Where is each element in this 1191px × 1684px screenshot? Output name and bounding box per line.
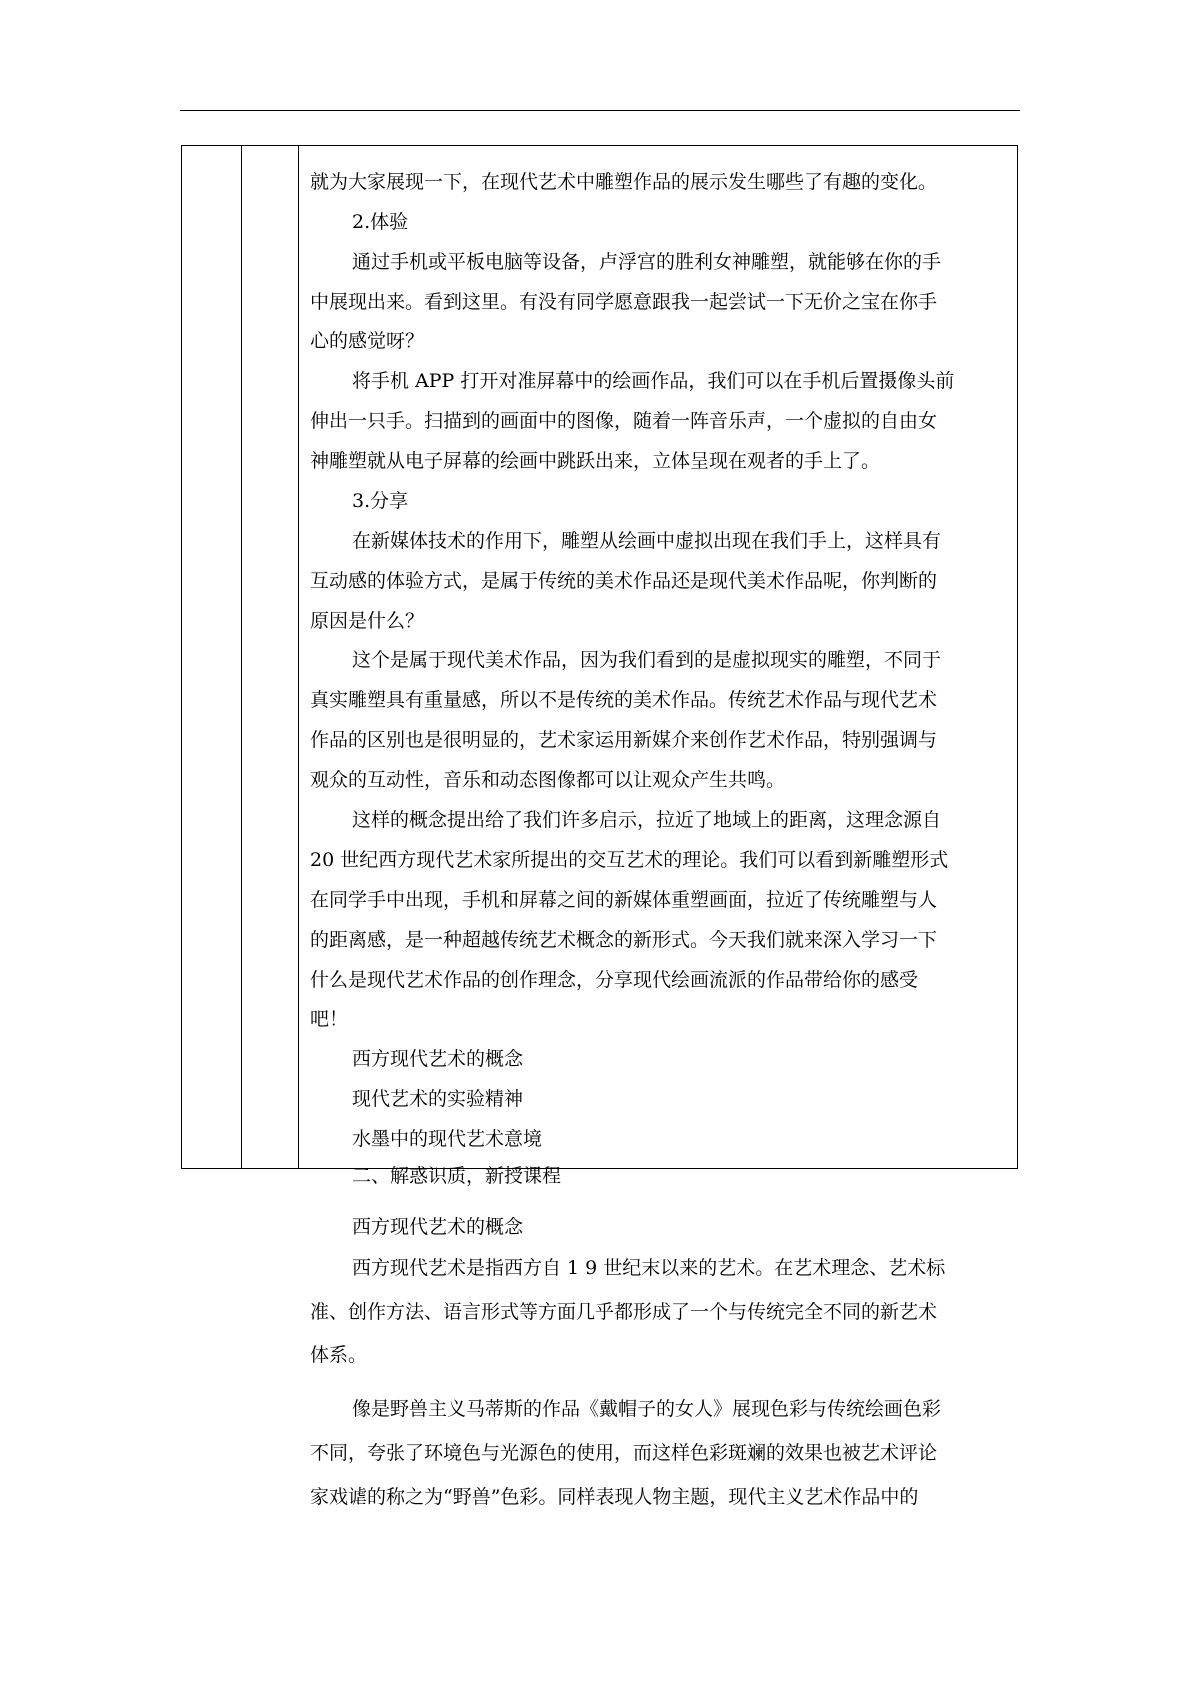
text-line: 西方现代艺术的概念 xyxy=(352,1048,524,1070)
header-rule xyxy=(180,110,1020,111)
column-divider-2 xyxy=(298,146,299,1168)
text-line: 二、解惑识质，新授课程 xyxy=(352,1165,562,1187)
text-line: 原因是什么？ xyxy=(310,610,425,632)
text-line: 现代艺术的实验精神 xyxy=(352,1088,524,1110)
text-line: 像是野兽主义马蒂斯的作品《戴帽子的女人》展现色彩与传统绘画色彩 xyxy=(352,1398,942,1420)
text-line: 在新媒体技术的作用下，雕塑从绘画中虚拟出现在我们手上，这样具有 xyxy=(352,530,942,552)
text-line: 吧！ xyxy=(310,1008,349,1030)
column-divider-1 xyxy=(241,146,242,1168)
text-line: 伸出一只手。扫描到的画面中的图像，随着一阵音乐声，一个虚拟的自由女 xyxy=(310,410,938,432)
text-line: 神雕塑就从电子屏幕的绘画中跳跃出来，立体呈现在观者的手上了。 xyxy=(310,450,881,472)
text-line: 互动感的体验方式，是属于传统的美术作品还是现代美术作品呢，你判断的 xyxy=(310,570,938,592)
text-line: 准、创作方法、语言形式等方面几乎都形成了一个与传统完全不同的新艺术 xyxy=(310,1301,938,1323)
text-line: 西方现代艺术是指西方自 1 9 世纪末以来的艺术。在艺术理念、艺术标 xyxy=(352,1257,946,1279)
text-line: 西方现代艺术的概念 xyxy=(352,1216,524,1238)
text-line: 不同，夸张了环境色与光源色的使用，而这样色彩斑斓的效果也被艺术评论 xyxy=(310,1442,938,1464)
text-line: 中展现出来。看到这里。有没有同学愿意跟我一起尝试一下无价之宝在你手 xyxy=(310,291,938,313)
text-line: 心的感觉呀？ xyxy=(310,330,425,352)
text-line: 3.分享 xyxy=(352,490,409,512)
text-line: 观众的互动性，音乐和动态图像都可以让观众产生共鸣。 xyxy=(310,769,786,791)
text-line: 在同学手中出现，手机和屏幕之间的新媒体重塑画面，拉近了传统雕塑与人 xyxy=(310,889,938,911)
text-line: 真实雕塑具有重量感，所以不是传统的美术作品。传统艺术作品与现代艺术 xyxy=(310,689,938,711)
text-line: 2.体验 xyxy=(352,211,409,233)
text-line: 的距离感，是一种超越传统艺术概念的新形式。今天我们就来深入学习一下 xyxy=(310,929,938,951)
text-line: 家戏谑的称之为“野兽”色彩。同样表现人物主题，现代主义艺术作品中的 xyxy=(310,1486,919,1508)
text-line: 这个是属于现代美术作品，因为我们看到的是虚拟现实的雕塑，不同于 xyxy=(352,649,942,671)
text-line: 水墨中的现代艺术意境 xyxy=(352,1128,543,1150)
text-line: 这样的概念提出给了我们许多启示，拉近了地域上的距离，这理念源自 xyxy=(352,809,942,831)
text-line: 作品的区别也是很明显的，艺术家运用新媒介来创作艺术作品，特别强调与 xyxy=(310,729,938,751)
text-line: 将手机 APP 打开对准屏幕中的绘画作品，我们可以在手机后置摄像头前 xyxy=(352,370,955,392)
text-line: 20 世纪西方现代艺术家所提出的交互艺术的理论。我们可以看到新雕塑形式 xyxy=(310,849,949,871)
text-line: 什么是现代艺术作品的创作理念，分享现代绘画流派的作品带给你的感受 xyxy=(310,969,919,991)
text-line: 通过手机或平板电脑等设备，卢浮宫的胜利女神雕塑，就能够在你的手 xyxy=(352,251,942,273)
text-line: 体系。 xyxy=(310,1344,368,1366)
text-line: 就为大家展现一下，在现代艺术中雕塑作品的展示发生哪些了有趣的变化。 xyxy=(310,171,938,193)
